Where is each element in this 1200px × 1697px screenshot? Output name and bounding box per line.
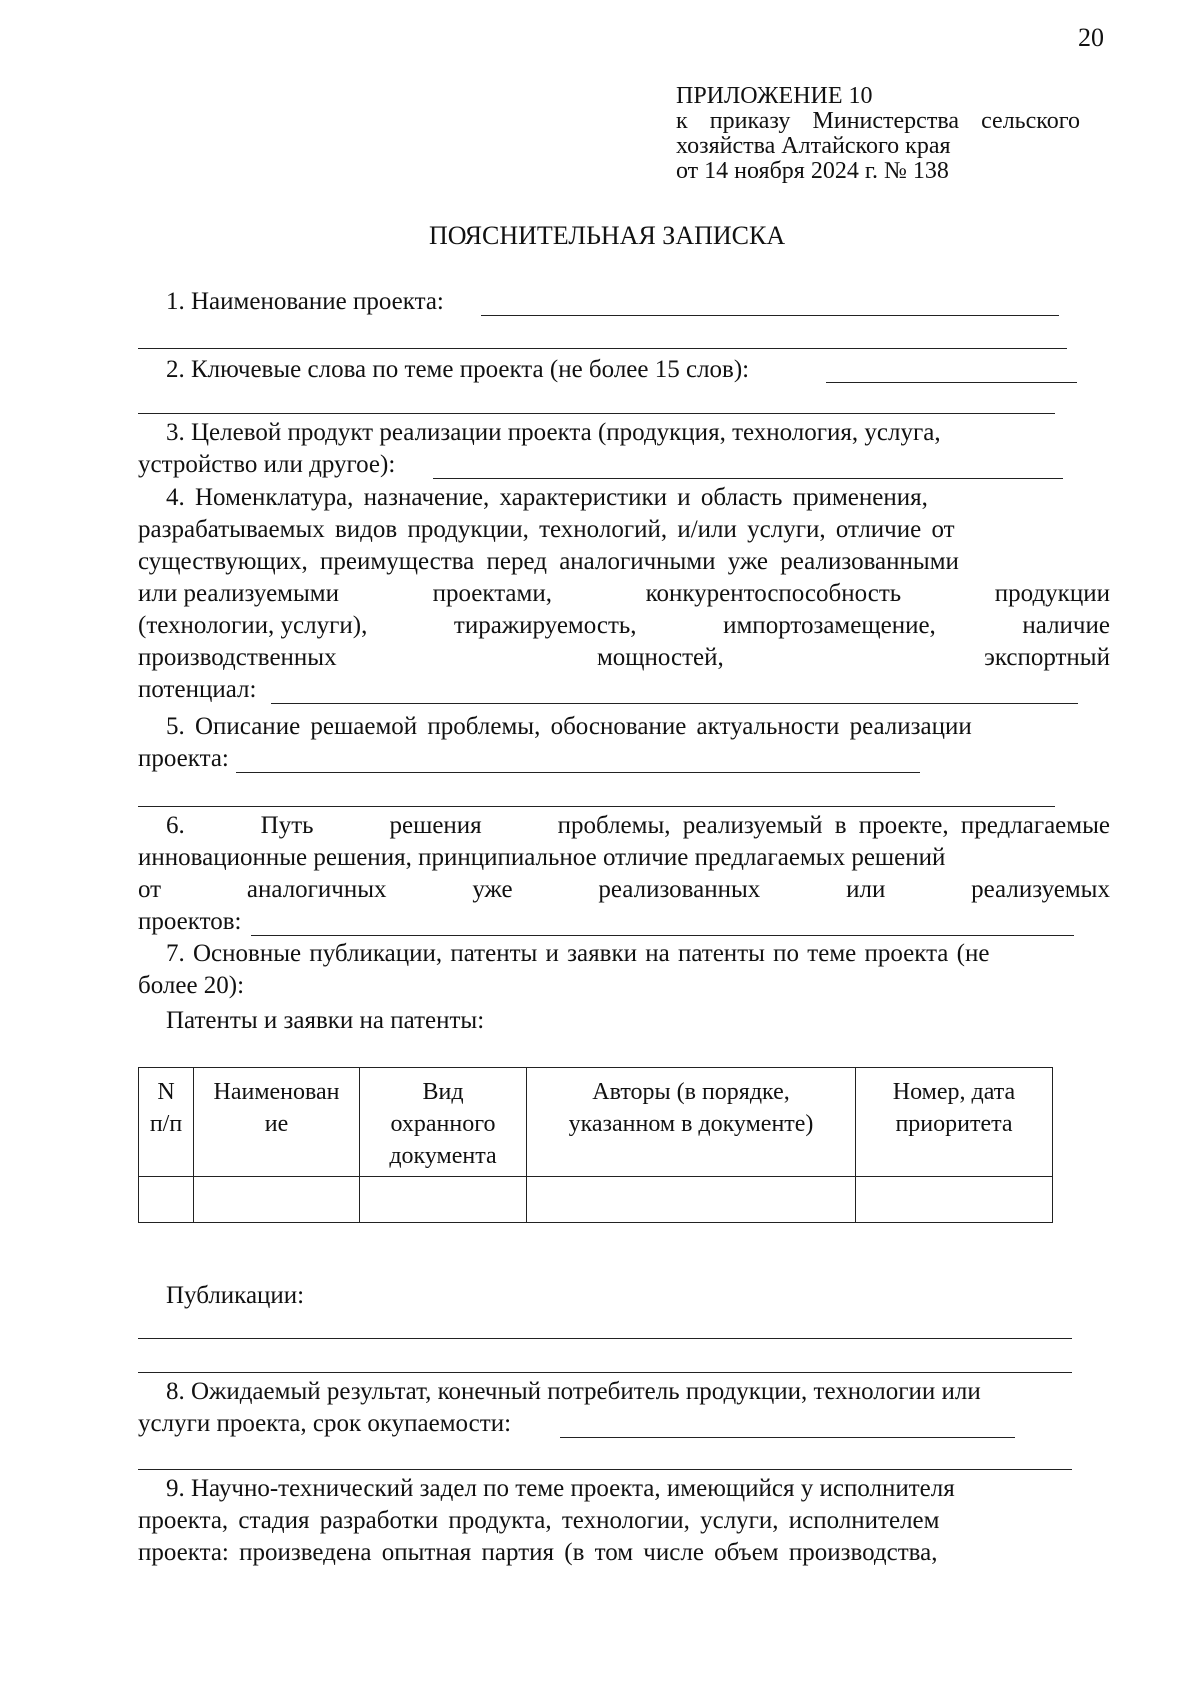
item-5-line-2: проекта: (138, 745, 229, 772)
item-7-line-2: более 20): (138, 972, 245, 999)
table-header-cell: N п/п (139, 1068, 194, 1177)
table-cell[interactable] (360, 1177, 527, 1223)
table-row (139, 1177, 1053, 1223)
item-1-field[interactable] (481, 315, 1059, 316)
patents-heading: Патенты и заявки на патенты: (166, 1007, 485, 1034)
publications-heading: Публикации: (166, 1282, 305, 1309)
page-number: 20 (1078, 23, 1104, 52)
item-4-line-4: или реализуемыми проектами, конкурентоспособность продукции (138, 580, 1110, 607)
table-cell[interactable] (856, 1177, 1053, 1223)
appendix-line-3: хозяйства Алтайского края (676, 133, 951, 159)
table-cell[interactable] (527, 1177, 856, 1223)
appendix-line-1: ПРИЛОЖЕНИЕ 10 (676, 83, 873, 109)
item-9-line-2: проекта, стадия разработки продукта, технологии, услуги, исполнителем (138, 1507, 940, 1534)
item-7-line-1: 7. Основные публикации, патенты и заявки на патенты по теме проекта (не (166, 940, 990, 967)
item-5-field[interactable] (236, 772, 920, 773)
item-3-line-2: устройство или другое): (138, 451, 396, 478)
publications-field-line-1[interactable] (138, 1338, 1072, 1339)
item-4-line-3: существующих, преимущества перед аналогичными уже реализованными (138, 548, 959, 575)
item-2-label: 2. Ключевые слова по теме проекта (не более 15 слов): (166, 356, 750, 383)
item-5-line-1: 5. Описание решаемой проблемы, обоснование актуальности реализации (166, 713, 972, 740)
item-3-line-1: 3. Целевой продукт реализации проекта (продукция, технология, услуга, (166, 419, 941, 446)
item-8-field-line-2[interactable] (138, 1469, 1072, 1470)
item-6-line-4: проектов: (138, 908, 242, 935)
item-6-field[interactable] (251, 935, 1074, 936)
item-4-line-2: разрабатываемых видов продукции, технологий, и/или услуги, отличие от (138, 516, 955, 543)
table-header-cell: Наименован ие (194, 1068, 360, 1177)
item-9-line-3: проекта: произведена опытная партия (в том числе объем производства, (138, 1539, 938, 1566)
item-6-line-3: от аналогичных уже реализованных или реализуемых (138, 876, 1110, 903)
item-1-field-line-2[interactable] (138, 348, 1067, 349)
item-8-field[interactable] (560, 1437, 1015, 1438)
item-6-line-1: 6. Путь решения проблемы, реализуемый в проекте, предлагаемые (166, 812, 1110, 839)
item-4-line-7: потенциал: (138, 676, 257, 703)
item-9-line-1: 9. Научно-технический задел по теме проекта, имеющийся у исполнителя (166, 1475, 955, 1502)
item-4-field[interactable] (271, 703, 1078, 704)
item-2-field[interactable] (826, 382, 1077, 383)
item-4-line-6: производственных мощностей, экспортный (138, 644, 1110, 671)
item-1-label: 1. Наименование проекта: (166, 288, 444, 315)
table-cell[interactable] (139, 1177, 194, 1223)
item-8-line-2: услуги проекта, срок окупаемости: (138, 1410, 512, 1437)
appendix-line-2: к приказу Министерства сельского (676, 108, 1080, 134)
item-3-field[interactable] (433, 478, 1063, 479)
table-cell[interactable] (194, 1177, 360, 1223)
item-4-line-1: 4. Номенклатура, назначение, характеристики и область применения, (166, 484, 928, 511)
publications-field-line-2[interactable] (138, 1372, 1072, 1373)
item-4-line-5: (технологии, услуги), тиражируемость, импортозамещение, наличие (138, 612, 1110, 639)
table-header-cell: Номер, дата приоритета (856, 1068, 1053, 1177)
item-2-field-line-2[interactable] (138, 413, 1055, 414)
appendix-line-4: от 14 ноября 2024 г. № 138 (676, 158, 949, 184)
table-header-cell: Вид охранного документа (360, 1068, 527, 1177)
item-6-line-2: инновационные решения, принципиальное отличие предлагаемых решений (138, 844, 946, 871)
table-header-row (139, 1068, 1053, 1177)
item-5-field-line-2[interactable] (138, 806, 1055, 807)
item-8-line-1: 8. Ожидаемый результат, конечный потребитель продукции, технологии или (166, 1378, 981, 1405)
document-title: ПОЯСНИТЕЛЬНАЯ ЗАПИСКА (429, 221, 786, 250)
table-header-cell: Авторы (в порядке, указанном в документе) (527, 1068, 856, 1177)
patents-table (138, 1067, 1053, 1223)
